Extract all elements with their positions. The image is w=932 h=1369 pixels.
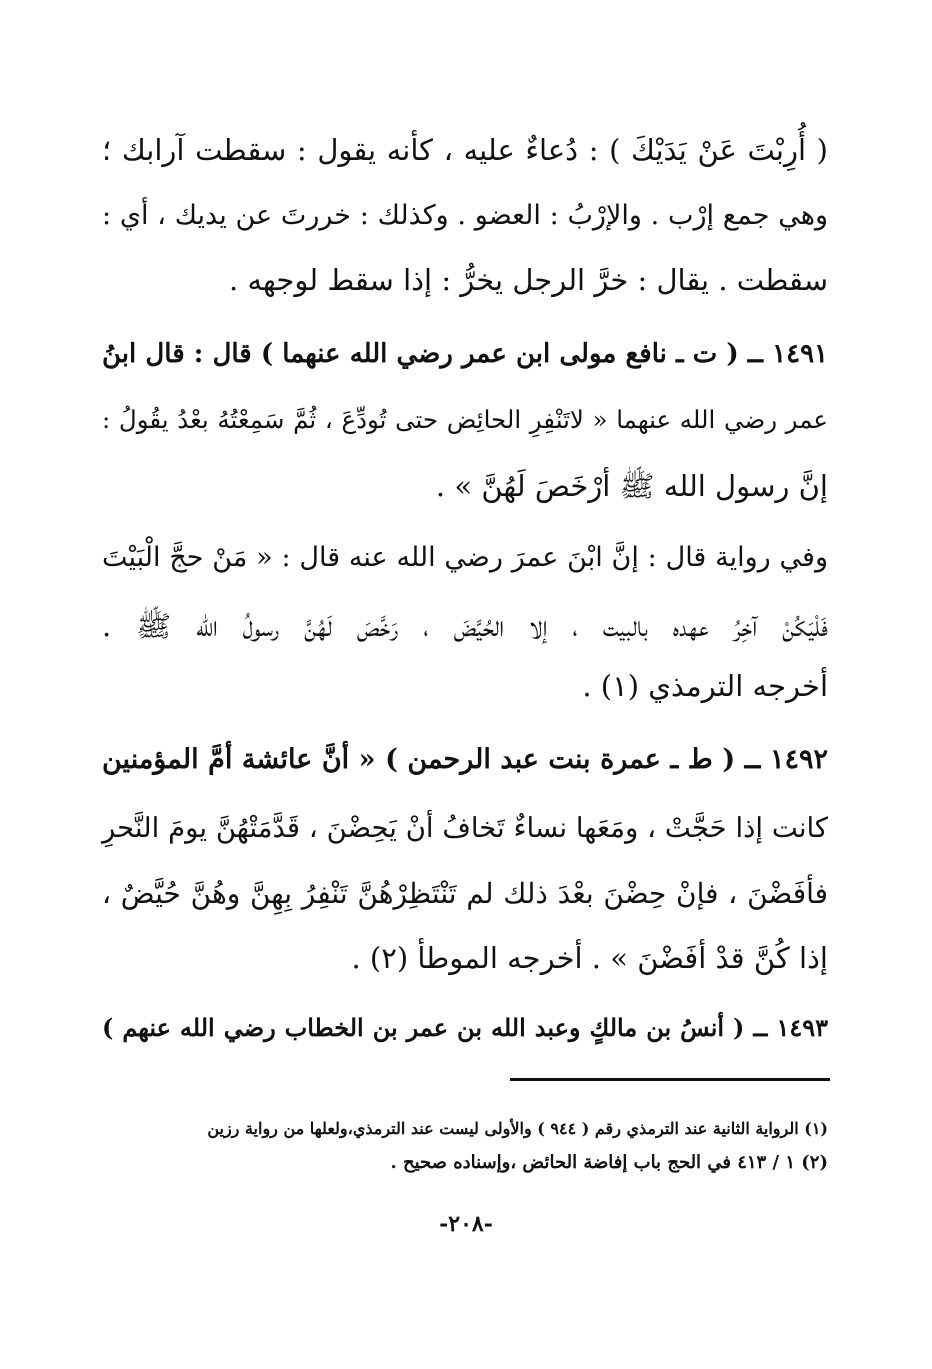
hadith-1491-header: ١٤٩١ ــ ( ت ـ نافع مولى ابن عمر رضي الله عنهما ) قال : قال ابنُ <box>102 339 828 369</box>
body-line-12: فأفَضْنَ ، فإنْ حِضْنَ بعْدَ ذلك لم تَنْتَظِرْهُنَّ تَنْفِرُ بِهِنَّ وهُنَّ حُيَّضٌ ، <box>102 877 828 910</box>
body-line-6: إنَّ رسول الله ﷺ أرْخَصَ لَهُنَّ » . <box>435 469 828 503</box>
footnote-1: (١) الرواية الثانية عند الترمذي رقم ( ٩٤٤ ) والأولى ليست عند الترمذي،ولعلها من رواية رزين <box>207 1119 828 1138</box>
footnote-2: (٢) ١ / ٤١٣ في الحج باب إفاضة الحائض ،وإسناده صحيح . <box>390 1152 828 1173</box>
body-line-8: فَلْيَكُنْ آخِرُ عهده بالبيت ، إلا الحُيَّضَ ، رَخَّصَ لَهُنَّ رسولُ الله ﷺ . <box>102 609 828 643</box>
page-number: -٢٠٨- <box>439 1211 493 1237</box>
body-line-9: أخرجه الترمذي (١) . <box>582 669 828 703</box>
body-line-2: وهي جمع إرْب . والإرْبُ : العضو . وكذلك : خررتَ عن يديك ، أي : <box>102 200 828 231</box>
body-line-3: سقطت . يقال : خرَّ الرجل يخرُّ : إذا سقط لوجهه . <box>229 263 828 297</box>
hadith-1493-header: ١٤٩٣ ــ ( أنسُ بن مالكٍ وعبد الله بن عمر بن الخطاب رضي الله عنهم ) <box>102 1013 828 1042</box>
footnote-divider <box>510 1078 830 1081</box>
body-line-1: ( أُرِبْتَ عَنْ يَدَيْكَ ) : دُعاءٌ عليه ، كأنه يقول : سقطت آرابك ؛ <box>102 133 828 167</box>
body-line-5: عمر رضي الله عنهما « لاتَنْفِرِ الحائِض حتى تُودِّعَ ، ثُمَّ سَمِعْتُهُ بعْدُ يقُولُ : <box>102 405 828 434</box>
hadith-1492-header: ١٤٩٢ ــ ( ط ـ عمرة بنت عبد الرحمن ) « أنَّ عائشة أمَّ المؤمنين <box>102 744 828 775</box>
body-line-11: كانت إذا حَجَّتْ ، ومَعَها نساءٌ تَخافُ أنْ يَحِضْنَ ، قَدَّمَتْهُنَّ يومَ النَّحرِ <box>102 812 828 844</box>
body-line-13: إذا كُنَّ قدْ أفَضْنَ » . أخرجه الموطأ (٢) . <box>351 941 828 975</box>
body-line-7: وفي رواية قال : إنَّ ابْنَ عمرَ رضي الله عنه قال : « مَنْ حجَّ الْبَيْتَ <box>102 542 828 573</box>
